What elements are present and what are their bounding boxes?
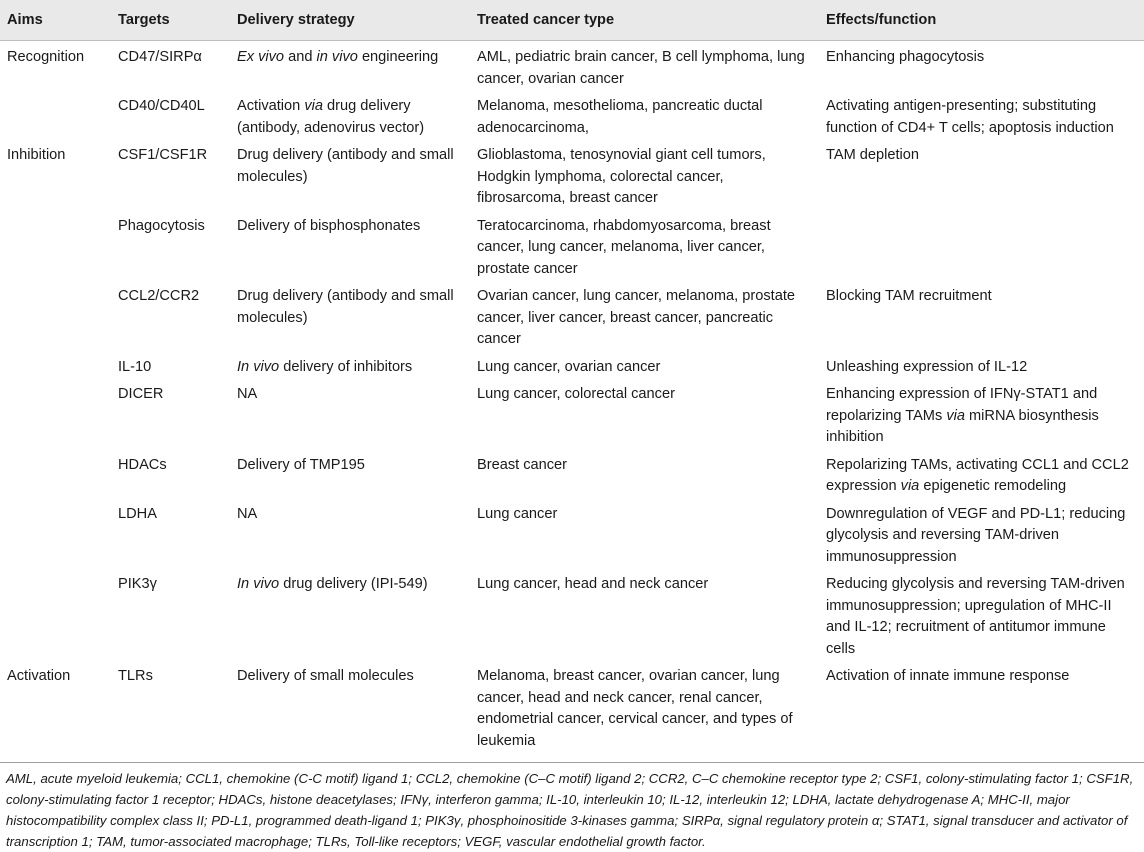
table-row [0,500,1144,571]
cell-target: HDACs [118,456,167,473]
cell-target: CD40/CD40L [118,98,205,114]
header-delivery-strategy: Delivery strategy [231,0,471,41]
cell-delivery [231,141,471,212]
table-body [0,41,1144,763]
cell-cancer-type: Teratocarcinoma, rhabdomyosarcoma, breast cancer, lung cancer, melanoma, liver cancer, prostate cancer [477,217,771,277]
cell-effect-segment: via [946,407,965,424]
header-targets: Targets [112,0,231,41]
cell-target: TLRs [112,662,231,763]
cell-delivery [231,380,471,451]
cell-target: LDHA [118,505,157,522]
table-row [0,570,1144,662]
cell-cancer-type: Breast cancer [477,456,568,473]
cell-aim [0,380,112,451]
cell-effect [820,380,1144,451]
cell-delivery-segment: drug delivery (IPI-549) [279,576,428,592]
cell-delivery-segment: Delivery of bisphosphonates [237,217,421,234]
cell-target: CCL2/CCR2 [118,288,200,304]
cell-cancer-type: Melanoma, mesothelioma, pancreatic ductal adenocarcinoma, [477,98,763,136]
cell-delivery-segment: In vivo [237,576,280,592]
cell-target: CSF1/CSF1R [118,147,208,163]
cell-effect [820,141,1144,212]
cell-effect [820,662,1144,763]
cell-effect-segment: epigenetic remodeling [919,478,1067,494]
table-row [0,41,1144,93]
cell-effect-segment: via [900,478,920,494]
cell-delivery-segment: engineering [357,49,439,65]
cell-delivery-segment: and [284,49,317,65]
cell-aim [0,92,112,141]
table-header [0,0,1144,41]
cell-effect [820,212,1144,283]
cell-aim [0,212,112,283]
cell-effect [820,570,1144,662]
table-row [0,380,1144,451]
cell-delivery-segment: Ex vivo [237,49,285,65]
cell-delivery-segment: Delivery of TMP195 [237,456,365,473]
cell-cancer-type: Lung cancer [477,505,558,522]
cell-aim: Inhibition [7,147,66,163]
cell-target: DICER [118,386,164,402]
cell-delivery-segment: drug delivery (antibody, adenovirus vector) [237,98,425,136]
cell-effect-segment: Blocking TAM recruitment [826,288,992,304]
header-row [0,0,1144,41]
cell-cancer-type: Ovarian cancer, lung cancer, melanoma, prostate cancer, liver cancer, breast cancer, pancreatic cancer [477,288,795,347]
header-treated-cancer-type: Treated cancer type [471,0,820,41]
cell-cancer-type: AML, pediatric brain cancer, B cell lymphoma, lung cancer, ovarian cancer [477,49,805,87]
cell-delivery-segment: Drug delivery (antibody and small molecules) [237,147,454,185]
cell-effect-segment: Activation of innate immune response [826,668,1070,684]
cell-effect-segment: Reducing glycolysis and reversing TAM-driven immunosuppression; upregulation of MHC-II and IL-12; recruitment of antitumor immune cells [826,576,1125,657]
cell-delivery-segment: in vivo [316,49,358,65]
cell-delivery-segment: delivery of inhibitors [279,358,413,375]
cell-cancer-type: Lung cancer, ovarian cancer [477,358,661,375]
cell-cancer-type: Lung cancer, colorectal cancer [477,386,675,402]
cell-effect-segment: Enhancing phagocytosis [826,49,985,65]
cell-delivery-segment: Activation [237,98,305,114]
cell-delivery [231,212,471,283]
cell-effect [820,451,1144,500]
table-row [0,141,1144,212]
cell-cancer-type: Glioblastoma, tenosynovial giant cell tumors, Hodgkin lymphoma, colorectal cancer, fibrosarcoma, breast cancer [477,147,766,206]
cell-aim [0,570,112,662]
cell-effect-segment: Repolarizing TAMs, activating CCL1 and CCL2 expression [826,456,1129,494]
cell-delivery [231,353,471,381]
cell-effect [820,92,1144,141]
cell-aim [0,282,112,353]
cell-effect [820,500,1144,571]
cell-target: Phagocytosis [118,217,205,234]
cell-delivery-segment: NA [237,386,258,402]
cell-delivery [231,92,471,141]
cell-effect-segment: TAM depletion [826,147,920,163]
table-row [0,662,1144,763]
cell-delivery-segment: In vivo [237,358,280,375]
cell-delivery [231,500,471,571]
cell-aim: Recognition [7,49,85,65]
cell-cancer-type: Lung cancer, head and neck cancer [477,576,709,592]
cell-aim [0,353,112,381]
cell-effect-segment: miRNA biosynthesis inhibition [826,407,1099,445]
cell-delivery-segment: Delivery of small molecules [237,668,414,684]
cell-delivery-segment: via [304,98,323,114]
cell-effect [820,282,1144,353]
cell-aim [0,500,112,571]
cell-delivery [231,282,471,353]
cell-delivery-segment: NA [237,505,258,522]
cell-effect-segment: Unleashing expression of IL-12 [826,358,1028,375]
table-row [0,451,1144,500]
cell-delivery [231,451,471,500]
header-effects-function: Effects/function [820,0,1144,41]
table-row [0,353,1144,381]
cell-aim: Activation [0,662,112,763]
cell-delivery [231,570,471,662]
cell-effect-segment: Downregulation of VEGF and PD-L1; reducing glycolysis and reversing TAM-driven immunosuppression [826,505,1126,565]
table-row [0,212,1144,283]
cell-target: IL-10 [118,358,152,375]
cell-aim [0,451,112,500]
cell-effect-segment: Enhancing expression of IFNγ-STAT1 and repolarizing TAMs [826,386,1098,424]
cell-target: PIK3γ [118,576,157,592]
cell-cancer-type: Melanoma, breast cancer, ovarian cancer, lung cancer, head and neck cancer, renal cancer, endometrial cancer, cervical cancer, and types of leukemia [471,662,820,763]
cell-delivery [231,662,471,763]
table-footnote: AML, acute myeloid leukemia; CCL1, chemokine (C-C motif) ligand 1; CCL2, chemokine (C–C motif) ligand 2; CCR2, C–C chemokine receptor type 2; CSF1, colony-stimulating factor 1; CSF1R, colony-stimulating factor 1 receptor; HDACs, histone deacetylases; IFNγ, interferon gamma; IL-10, interleukin 10; IL-12, interleukin 12; LDHA, lactate dehydrogenase A; MHC-II, major histocompatibility complex class II; PD-L1, programmed death-ligand 1; PIK3γ, phosphoinositide 3-kinases gamma; SIRPα, signal regulatory protein α; STAT1, signal transducer and activator of transcription 1; TAM, tumor-associated macrophage; TLRs, Toll-like receptors; VEGF, vascular endothelial growth factor. [6,771,1134,849]
cell-target: CD47/SIRPα [118,49,202,65]
cell-delivery [231,41,471,93]
cell-effect [820,353,1144,381]
cell-delivery-segment: Drug delivery (antibody and small molecules) [237,288,454,326]
table-row [0,282,1144,353]
cell-effect [820,41,1144,93]
table-row [0,92,1144,141]
header-aims: Aims [0,0,112,41]
cell-effect-segment: Activating antigen-presenting; substituting function of CD4+ T cells; apoptosis induction [826,98,1114,136]
